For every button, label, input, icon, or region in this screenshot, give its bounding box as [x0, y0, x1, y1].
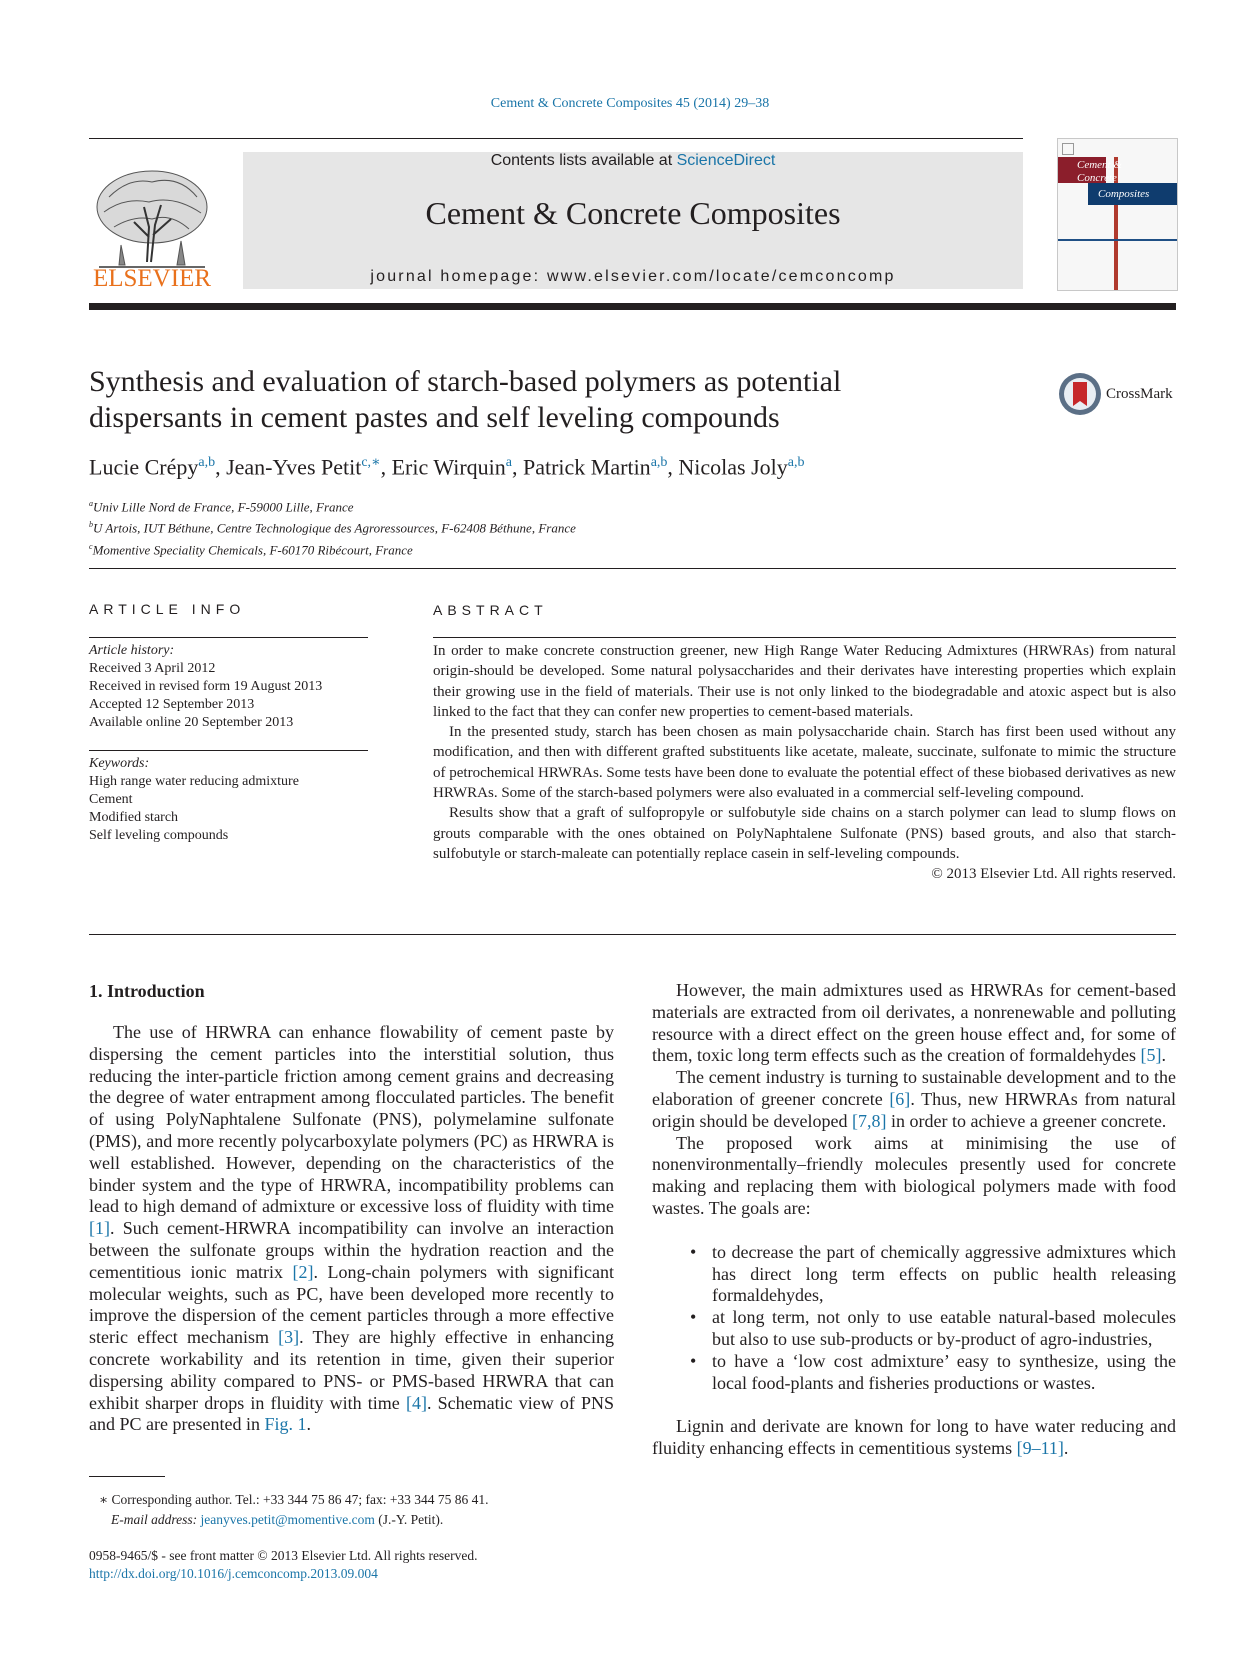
journal-cover-thumbnail[interactable] [1057, 138, 1178, 291]
author-affil-mark[interactable]: a,b [787, 455, 805, 470]
article-title-line1: Synthesis and evaluation of starch-based polymers as potential [89, 365, 842, 398]
email-label: E-mail address: [111, 1512, 201, 1527]
abstract-heading: ABSTRACT [433, 602, 548, 618]
affiliation-item [89, 495, 989, 516]
affiliations [89, 495, 989, 559]
goal-item: • to have a ‘low cost admixture’ easy to synthesize, using the local food-plants and fisheries productions or wastes. [690, 1350, 1176, 1393]
cover-title-line1: Cement & [1077, 159, 1122, 171]
history-item: Available online 20 September 2013 [89, 715, 294, 730]
affiliation-mark: a [89, 499, 93, 508]
front-matter [89, 1547, 689, 1583]
keywords-label: Keywords: [89, 756, 150, 771]
copyright-notice: © 2013 Elsevier Ltd. All rights reserved. [931, 866, 1176, 883]
cover-blue-line [1058, 239, 1177, 241]
elsevier-wordmark: ELSEVIER [92, 265, 212, 292]
email-suffix: (J.-Y. Petit). [374, 1512, 444, 1527]
author-affil-mark[interactable]: a,b [198, 455, 216, 470]
contents-prefix: Contents lists available at [490, 152, 677, 169]
article-title [89, 364, 989, 436]
keywords [89, 755, 368, 845]
article-info-heading: ARTICLE INFO [89, 601, 246, 617]
journal-homepage[interactable]: journal homepage: www.elsevier.com/locate/cemconcomp [370, 268, 896, 285]
article-title-line2: dispersants in cement pastes and self leveling compounds [89, 401, 780, 434]
body-column-left [89, 1022, 614, 1436]
author-name[interactable]: Nicolas Joly [678, 454, 788, 480]
body-paragraph: The use of HRWRA can enhance flowability of cement paste by dispersing the cement particles into the interstitial solution, thus reducing the inter-particle friction among cement grains and decreasing the degree of water entrapment among flocculated particles. The benefit of using PolyNaphtalene Sulfonate (PNS), polymelamine sulfonate (PMS), and more recently polycarboxylate polymers (PC) as HRWRA is well established. However, depending on the characteristics of the binder system and the type of HRWRA, incompatibility problems can lead to high demand of admixture or excessive loss of fluidity with time [1]. Such cement-HRWRA incompatibility can involve an interaction between the sulfonate groups within the hydration reaction and the cementitious ionic matrix [2]. Long-chain polymers with significant molecular weights, such as PC, have been developed more recently to improve the dispersion of the cement particles through a more effective steric effect mechanism [3]. They are highly effective in enhancing concrete workability and its retention in time, given their superior dispersing ability compared to PNS- or PMS-based HRWRA that can exhibit sharper drops in fluidity with time [4]. Schematic view of PNS and PC are presented in Fig. 1. [89, 1022, 614, 1435]
affiliation-text: Momentive Speciality Chemicals, F-60170 Ribécourt, France [92, 541, 413, 557]
header-thick-rule [89, 303, 1176, 310]
doi-link[interactable]: http://dx.doi.org/10.1016/j.cemconcomp.2013.09.004 [89, 1566, 378, 1581]
author-name[interactable]: Lucie Crépy [89, 454, 199, 480]
citation-link[interactable]: [5] [1140, 1045, 1162, 1066]
contents-available-line [243, 152, 1023, 170]
corresponding-line: ∗ Corresponding author. Tel.: +33 344 75 86 47; fax: +33 344 75 86 41. [99, 1492, 489, 1507]
citation-link[interactable]: [6] [889, 1088, 911, 1109]
journal-name: Cement & Concrete Composites [425, 195, 841, 231]
citation-link[interactable]: [3] [278, 1327, 300, 1348]
abstract-paragraph: In order to make concrete construction greener, new High Range Water Reducing Admixtures (HRWRAs) from natural origin-should be developed. Some natural polysaccharides and their derivates have interesting properties which explain their growing use in the field of materials. Their use is not only linked to the biodegradable and atoxic aspect but is also linked to the fact that they can confer new properties to cement-based materials. [433, 643, 1176, 720]
citation-link[interactable]: [1] [89, 1218, 110, 1239]
cover-publisher-mark [1062, 143, 1074, 155]
cover-title-line2: Concrete [1077, 172, 1117, 184]
email-link[interactable]: jeanyves.petit@momentive.com [200, 1512, 375, 1527]
citation-link[interactable]: [7,8] [851, 1110, 887, 1131]
affiliation-text: U Artois, IUT Béthune, Centre Technologique des Agroressources, F-62408 Béthune, France [93, 520, 576, 536]
author-name[interactable]: Patrick Martin [522, 454, 651, 480]
crossmark-badge[interactable] [1058, 372, 1178, 420]
history-item: Received in revised form 19 August 2013 [89, 679, 323, 694]
affiliation-rule [89, 568, 1176, 569]
header-top-rule [89, 138, 1023, 139]
affiliation-text: Univ Lille Nord de France, F-59000 Lille, France [93, 499, 354, 515]
figure-link[interactable]: Fig. 1 [264, 1414, 307, 1435]
crossmark-label: CrossMark [1106, 386, 1173, 402]
bullet-icon: • [690, 1241, 697, 1262]
author-name[interactable]: Jean-Yves Petit [226, 454, 362, 480]
goal-item: • to decrease the part of chemically aggressive admixtures which has direct long term effects on public health releasing formaldehydes, [690, 1241, 1176, 1306]
keyword-item[interactable]: High range water reducing admixture [89, 774, 299, 789]
keyword-item[interactable]: Cement [89, 792, 133, 807]
article-history [89, 642, 368, 732]
section-heading-introduction: 1. Introduction [89, 981, 205, 1001]
affiliation-mark: c [89, 541, 93, 551]
corresponding-author-footnote [89, 1490, 649, 1530]
article-info-rule [89, 637, 368, 638]
history-label: Article history: [89, 643, 175, 658]
footnote-rule [89, 1476, 165, 1477]
keywords-rule [89, 750, 368, 751]
goal-item: • at long term, not only to use eatable natural-based molecules but also to use sub-products or by-product of agro-industries, [690, 1307, 1176, 1349]
author-affil-mark[interactable]: a [505, 455, 512, 470]
cover-title-line3: Composites [1098, 188, 1150, 200]
body-paragraph: Lignin and derivate are known for long to have water reducing and fluidity enhancing effects in cementitious systems [9–11]. [652, 1416, 1176, 1459]
author-affil-mark[interactable]: c,∗ [361, 455, 381, 470]
body-paragraph: However, the main admixtures used as HRWRAs for cement-based materials are extracted from oil derivates, a nonrenewable and polluting resource with a direct effect on the green house effect and, for some of them, toxic long term effects such as the creation of formaldehydes [5]. [652, 980, 1176, 1066]
abstract-body [433, 641, 1176, 885]
affiliation-item [89, 538, 989, 559]
body-paragraph: The cement industry is turning to sustainable development and to the elaboration of greener concrete [6]. Thus, new HRWRAs from natural origin should be developed [7,8] in order to achieve a greener concrete. [652, 1067, 1176, 1131]
sciencedirect-link[interactable]: ScienceDirect [676, 152, 776, 169]
keyword-item[interactable]: Modified starch [89, 810, 179, 825]
issn-line: 0958-9465/$ - see front matter © 2013 Elsevier Ltd. All rights reserved. [89, 1548, 478, 1563]
history-item: Received 3 April 2012 [89, 661, 216, 676]
keyword-item[interactable]: Self leveling compounds [89, 828, 229, 843]
bullet-icon: • [690, 1307, 697, 1328]
email-line [89, 1510, 649, 1530]
abstract-bottom-rule [89, 934, 1176, 935]
history-item: Accepted 12 September 2013 [89, 697, 255, 712]
abstract-paragraph: Results show that a graft of sulfopropyle or sulfobutyle side chains on a starch polymer can lead to slump flows on grouts comparable with the ones obtained on PolyNaphtalene Sulfonate (PNS) based grouts, and also that starch-sulfobutyle or starch-maleate can potentially replace casein in self-leveling compounds. [433, 805, 1176, 862]
author-affil-mark[interactable]: a,b [650, 455, 668, 470]
citation-link[interactable]: [9–11] [1016, 1438, 1064, 1459]
body-column-right [652, 980, 1176, 1460]
abstract-rule [433, 637, 1176, 638]
author-list: Lucie Crépy$^{a,b}$, Jean-Yves Petit$^{c,∗}$, Eric Wirquin$^a$, Patrick Martin$^{a,b}$, Nicolas Joly$^{a,b}$ [89, 454, 805, 480]
affiliation-mark: b [89, 520, 93, 530]
body-paragraph: The proposed work aims at minimising the use of nonenvironmentally–friendly molecules presently used for concrete making and replacing them with biological polymers made with food wastes. The goals are: [652, 1132, 1176, 1218]
citation-link[interactable]: [4] [405, 1392, 427, 1413]
crossmark-icon [1058, 372, 1102, 416]
author-name[interactable]: Eric Wirquin [391, 454, 506, 480]
affiliation-item [89, 516, 989, 537]
abstract-paragraph: In the presented study, starch has been chosen as main polysaccharide chain. Starch has first been used without any modification, and then with different grafted substituents like acetate, maleate, succinate, sulfonate to mimic the structure of petrochemical HRWRAs. Some tests have been done to evaluate the potential effect of these biobased derivatives as new HRWRAs. Some of the starch-based polymers were also evaluated in a commercial self-leveling compound. [433, 724, 1176, 802]
bullet-icon: • [690, 1350, 697, 1371]
journal-reference-link[interactable]: Cement & Concrete Composites 45 (2014) 29–38 [490, 96, 770, 111]
citation-link[interactable]: [2] [292, 1261, 314, 1282]
goals-list [652, 1242, 1176, 1395]
